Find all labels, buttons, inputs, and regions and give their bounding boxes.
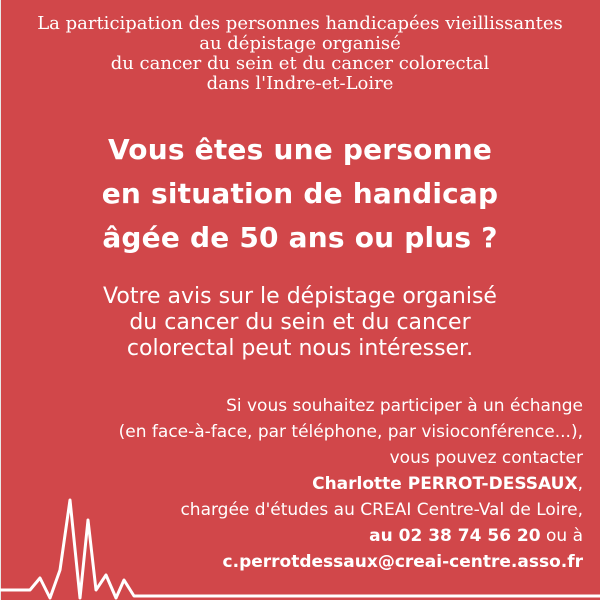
study-title-line: dans l'Indre-et-Loire <box>206 73 394 94</box>
contact-email[interactable]: c.perrotdessaux@creai-centre.asso.fr <box>222 552 583 572</box>
contact-intro-line: Si vous souhaitez participer à un échange <box>226 396 583 416</box>
contact-phone[interactable]: au 02 38 74 56 20 <box>369 526 541 546</box>
headline-line: en situation de handicap <box>101 177 499 210</box>
contact-block <box>0 393 583 575</box>
opinion-message <box>0 284 600 362</box>
contact-role: chargée d'études au CREAI Centre-Val de Loire, <box>180 500 583 520</box>
study-title <box>0 14 600 94</box>
headline-line: Vous êtes une personne <box>107 133 493 166</box>
contact-phone-line <box>0 523 583 549</box>
study-title-line: du cancer du sein et du cancer colorectal <box>110 53 490 74</box>
contact-modes-line: (en face-à-face, par téléphone, par visioconférence...), <box>118 422 583 442</box>
contact-name-line <box>0 471 583 497</box>
opinion-line: du cancer du sein et du cancer <box>129 310 471 335</box>
contact-phone-suffix: ou à <box>540 526 583 546</box>
study-title-line: La participation des personnes handicapées vieillissantes <box>37 13 563 34</box>
contact-invite-line: vous pouvez contacter <box>389 448 583 468</box>
opinion-line: colorectal peut nous intéresser. <box>126 336 474 361</box>
contact-name: Charlotte PERROT-DESSAUX <box>312 474 578 494</box>
headline-question <box>0 128 600 260</box>
opinion-line: Votre avis sur le dépistage organisé <box>103 284 497 309</box>
contact-name-suffix: , <box>577 474 583 494</box>
headline-line: âgée de 50 ans ou plus ? <box>102 221 498 254</box>
study-title-line: au dépistage organisé <box>199 33 401 54</box>
